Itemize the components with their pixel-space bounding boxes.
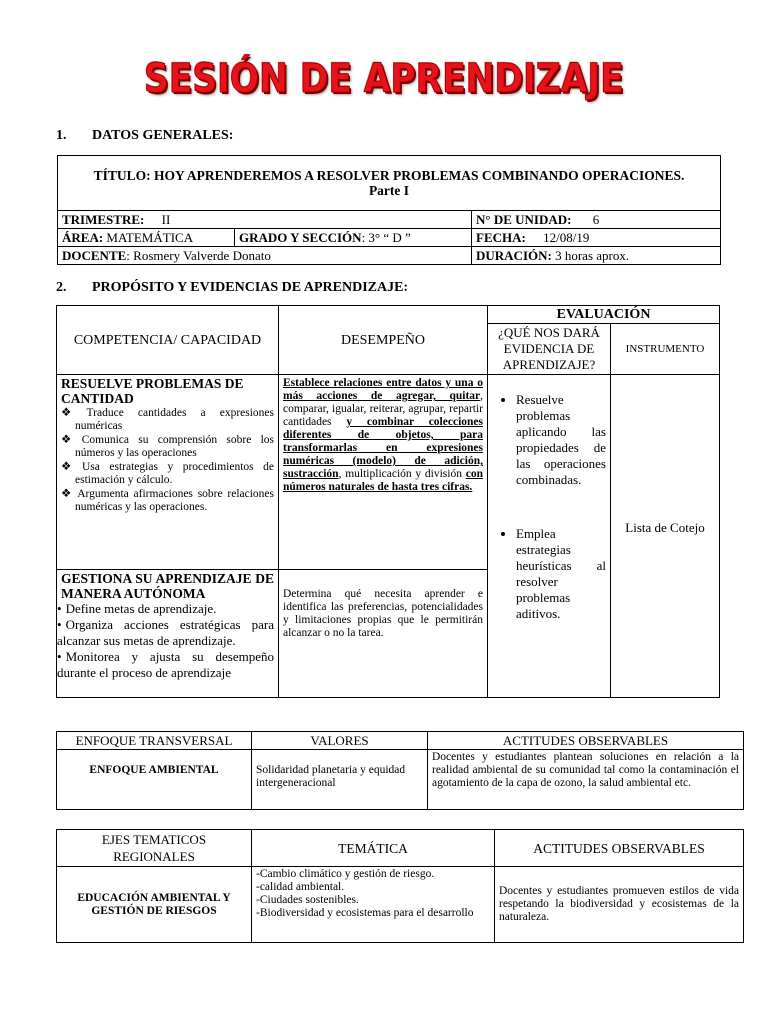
capacidad-text: Argumenta afirmaciones sobre relaciones numéricas y las operaciones. [75, 488, 274, 513]
fecha-label: FECHA: [476, 230, 526, 245]
capacidad-item [57, 601, 274, 617]
competencia-1-title: RESUELVE PROBLEMAS DE CANTIDAD [61, 376, 244, 406]
duracion-cell [472, 247, 721, 265]
capacidad-text: Monitorea y ajusta su desempeño durante el proceso de aprendizaje [57, 649, 274, 680]
section-2-heading [56, 280, 408, 296]
grado-value: : 3° “ D ” [361, 230, 411, 245]
ejes-actitud: Docentes y estudiantes promueven estilos de vida respetando la biodiversidad y ecosistemas de la naturaleza. [495, 867, 744, 943]
header-evaluacion: EVALUACIÓN [488, 306, 720, 324]
competencia-2-list [57, 601, 274, 681]
desempeno-1-part-e: con números naturales de hasta tres cifras. [283, 468, 483, 493]
fecha-value: 12/08/19 [543, 230, 590, 245]
capacidad-text: Define metas de aprendizaje. [65, 601, 217, 616]
enfoque-header-3: ACTITUDES OBSERVABLES [428, 732, 744, 750]
section-1-heading [56, 128, 233, 144]
page-title-wrap [0, 56, 768, 102]
bullet-icon: ❖ [61, 434, 78, 446]
docente-label: DOCENTE [62, 248, 127, 263]
capacidad-text: Organiza acciones estratégicas para alcanzar sus metas de aprendizaje. [57, 617, 274, 648]
capacidad-text: Traduce cantidades a expresiones numéricas [75, 407, 274, 432]
section-2-number: 2. [56, 280, 67, 295]
bullet-icon: • [57, 601, 62, 616]
ejes-table [56, 829, 744, 943]
tematica-line: -calidad ambiental. [256, 881, 345, 893]
section-1-title: DATOS GENERALES: [92, 128, 234, 143]
grado-cell [235, 229, 472, 247]
capacidad-item [57, 617, 274, 649]
bullet-icon: • [57, 617, 62, 632]
trimestre-value: II [161, 212, 171, 227]
trimestre-label: TRIMESTRE: [62, 212, 145, 227]
section-1-number: 1. [56, 128, 67, 143]
trimestre-cell [58, 211, 472, 229]
tematica-line: -Ciudades sostenibles. [256, 894, 359, 906]
enfoque-header-2: VALORES [252, 732, 428, 750]
capacidad-item [61, 407, 274, 433]
unidad-value: 6 [592, 212, 600, 227]
section-2-title: PROPÓSITO Y EVIDENCIAS DE APRENDIZAJE: [92, 280, 409, 295]
docente-value: : Rosmery Valverde Donato [126, 248, 271, 263]
fecha-cell [472, 229, 721, 247]
ejes-header-2: TEMÁTICA [252, 830, 495, 867]
enfoque-valor: Solidaridad planetaria y equidad intergeneracional [252, 750, 428, 810]
titulo-value: HOY APRENDEREMOS A RESOLVER PROBLEMAS COMBINANDO OPERACIONES. [153, 168, 685, 183]
competencia-2-title: GESTIONA SU APRENDIZAJE DE MANERA AUTÓNOMA [61, 571, 274, 601]
titulo-label: TÍTULO: [93, 168, 151, 183]
bullet-icon: ❖ [61, 407, 83, 419]
tematica-line: -Cambio climático y gestión de riesgo. [256, 868, 435, 880]
desempeno-1-cell [279, 375, 488, 570]
instrumento-cell: Lista de Cotejo [611, 375, 720, 698]
competencia-2-cell [57, 570, 279, 698]
duracion-label: DURACIÓN: [476, 248, 552, 263]
desempeno-1-part-b: , comparar, igualar, reiterar, agrupar, repartir cantidades [283, 390, 483, 428]
ejes-header-3: ACTITUDES OBSERVABLES [495, 830, 744, 867]
desempeno-2-cell: Determina qué necesita aprender e identifica las preferencias, potencialidades y limitaciones propias que le permitirán alcanzar o no la tarea. [279, 570, 488, 698]
enfoque-actitud: Docentes y estudiantes plantean soluciones en relación a la realidad ambiental de su comunidad tal como la contaminación el agotamiento de la capa de ozono, la salud ambiental etc. [428, 750, 744, 810]
ejes-tematica [252, 867, 495, 943]
area-value: MATEMÁTICA [106, 230, 194, 245]
bullet-icon: ❖ [61, 461, 78, 473]
evidencia-item: • Emplea estrategias heurísticas al resolver problemas aditivos. [516, 526, 606, 622]
evidencia-list [492, 392, 606, 622]
capacidad-item [57, 649, 274, 681]
desempeno-1-part-c: y combinar colecciones diferentes de objetos, para transformarlas en expresiones numéricas (modelo) de adición, sustracción [283, 416, 483, 480]
grado-label: GRADO Y SECCIÓN [239, 230, 362, 245]
enfoque-header-1: ENFOQUE TRANSVERSAL [57, 732, 252, 750]
header-instrumento: INSTRUMENTO [611, 324, 720, 375]
header-evidencia: ¿QUÉ NOS DARÁ EVIDENCIA DE APRENDIZAJE? [488, 324, 611, 375]
enfoque-name: ENFOQUE AMBIENTAL [57, 750, 252, 810]
desempeno-1-part-a: Establece relaciones entre datos y una o más acciones de agregar, quitar [283, 377, 483, 402]
ejes-name: EDUCACIÓN AMBIENTAL Y GESTIÓN DE RIESGOS [57, 867, 252, 943]
titulo-part: Parte I [368, 183, 410, 198]
evidencia-item: • Resuelve problemas aplicando las propiedades de las operaciones combinadas. [516, 392, 606, 488]
unidad-cell [472, 211, 721, 229]
titulo-cell [58, 156, 721, 211]
ejes-header-1: EJES TEMATICOS REGIONALES [57, 830, 252, 867]
header-desempeno: DESEMPEÑO [279, 306, 488, 375]
capacidad-text: Usa estrategias y procedimientos de estimación y cálculo. [75, 461, 275, 486]
area-label: ÁREA: [62, 230, 104, 245]
header-competencia: COMPETENCIA/ CAPACIDAD [57, 306, 279, 375]
capacidad-text: Comunica su comprensión sobre los números y las operaciones [75, 434, 274, 459]
bullet-icon: • [57, 649, 62, 664]
docente-cell [58, 247, 472, 265]
page-title: SESIÓN DE APRENDIZAJE [144, 56, 624, 102]
competencia-1-cell [57, 375, 279, 570]
evidencia-cell [488, 375, 611, 698]
area-cell [58, 229, 235, 247]
desempeno-1-part-d: , multiplicación y división [338, 468, 466, 480]
unidad-label: N° DE UNIDAD: [476, 212, 572, 227]
bullet-icon: ❖ [61, 488, 74, 500]
proposito-table [56, 305, 720, 698]
datos-generales-table [57, 155, 721, 265]
duracion-value: 3 horas aprox. [555, 248, 630, 263]
competencia-1-list [61, 407, 274, 514]
capacidad-item [61, 434, 274, 460]
enfoque-table [56, 731, 744, 810]
capacidad-item [61, 488, 274, 514]
capacidad-item [61, 461, 274, 487]
tematica-line: -Biodiversidad y ecosistemas para el desarrollo [256, 907, 474, 919]
